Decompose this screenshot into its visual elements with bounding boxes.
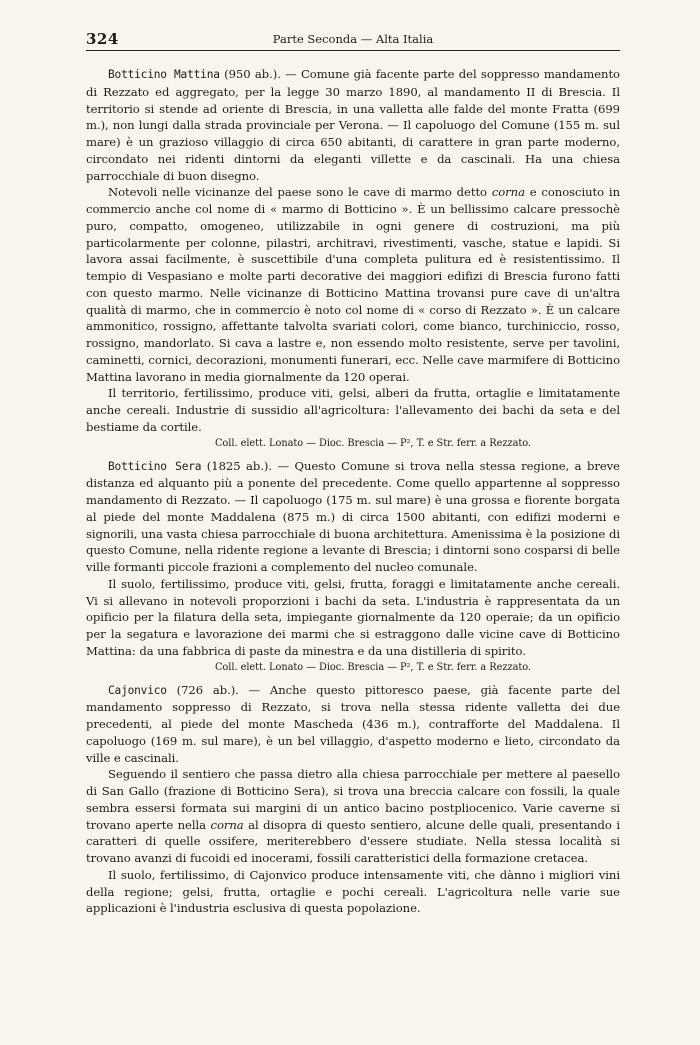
page-number: 324	[86, 30, 119, 48]
entry-name: Botticino Mattina	[108, 68, 220, 81]
entry-population: (726 ab.).	[176, 682, 239, 697]
entry-text: — Questo Comune si trova nella stessa regione, a breve distanza ed alquanto più a ponente del precedente. Come quello appartenne al soppresso mandamento di Rezzato. — Il capoluogo (175 m. sul mare) è una grossa e fiorente borgata al piede del monte Maddalena (875 m.) di circa 1500 abitanti, con edifizi moderni e signorili, una vasta chiesa parrocchiale di buona architettura. Amenissima è la posizione di questo Comune, nella ridente regione a levante di Brescia; i dintorni sono cosparsi di belle ville formanti piccole frazioni a complemento del nucleo comunale.	[86, 458, 620, 574]
entry-population: (950 ab.).	[224, 67, 281, 81]
entry-text: — Anche questo pittoresco paese, già facente parte del mandamento soppresso di Rezzato, si trova nella stessa ridente valletta dei due precedenti, al piede del monte Mascheda (436 m.), contrafforte del Maddalena. Il capoluogo (169 m. sul mare), è un bel villaggio, d'aspetto moderno e lieto, circondato da ville e cascinali.	[86, 682, 620, 765]
entry-text: Seguendo il sentiero che passa dietro alla chiesa parrocchiale per mettere al paesello di San Gallo (frazione di Botticino Sera), si trova una breccia calcare con fossili, la quale sembra essersi formata sui margini di un antico bacino postpliocenico. Varie caverne si trovano aperte nella	[86, 767, 620, 832]
entry-text: — Comune già facente parte del soppresso mandamento di Rezzato ed aggregato, per la legge 30 marzo 1890, al mandamento II di Brescia. Il territorio si stende ad oriente di Brescia, in una valletta alle falde del monte Fratta (699 m.), non lungi dalla strada provinciale per Verona. — Il capoluogo del Comune (155 m. sul mare) è un grazioso villaggio di circa 650 abitanti, di carattere in gran parte moderno, circondato nei ridenti dintorni da eleganti villette e da cascinali. Ha una chiesa parrocchiale di buon disegno.	[86, 67, 620, 183]
entry-paragraph	[86, 682, 620, 767]
collegio-line: Coll. elett. Lonato — Dioc. Brescia — P², T. e Str. ferr. a Rezzato.	[214, 437, 531, 449]
entry-paragraph: Il suolo, fertilissimo, produce viti, gelsi, frutta, foraggi e limitatamente anche cereali. Vi si allevano in notevoli proporzioni i bachi da seta. L'industria è rappresentata da un opificio per la filatura della seta, impiegante giornalmente da 120 operaie; da un opificio per la segatura e lavorazione dei marmi che si estraggono dalle vicine cave di Botticino Mattina: da una fabbrica di paste da minestra e da una distilleria di spirito.	[86, 576, 620, 658]
entry-emphasis: corna	[491, 185, 525, 200]
entry-paragraph: Il suolo, fertilissimo, di Cajonvico produce intensamente viti, che dànno i migliori vini della regione; gelsi, frutta, ortaglie e pochi cereali. L'agricoltura nelle varie sue applicazioni è l'industria esclusiva di questa popolazione.	[86, 867, 620, 916]
entry-text: Notevoli nelle vicinanze del paese sono le cave di marmo detto	[108, 185, 492, 200]
collegio-line: Coll. elett. Lonato — Dioc. Brescia — P², T. e Str. ferr. a Rezzato.	[214, 661, 531, 673]
entry-name: Cajonvico	[108, 683, 167, 697]
page-header	[86, 26, 620, 51]
page-body	[86, 66, 620, 917]
entry-population: (1825 ab.).	[206, 458, 273, 473]
entry-paragraph	[86, 66, 620, 184]
entry-paragraph: Il territorio, fertilissimo, produce viti, gelsi, alberi da frutta, ortaglie e limitatamente anche cereali. Industrie di sussidio all'agricoltura: l'allevamento dei bachi da seta e del bestiame da cortile.	[86, 386, 620, 434]
entry-name: Botticino Sera	[108, 459, 202, 473]
entry-paragraph	[86, 458, 620, 576]
entry-paragraph	[86, 184, 620, 385]
entry-paragraph	[86, 766, 620, 867]
entry-text: e conosciuto in commercio anche col nome di « marmo di Botticino ». È un bellissimo calcare pressochè puro, compatto, omogeneo, utilizzabile in ogni genere di costruzioni, ma più particolarmente per colonne, pilastri, architravi, rivestimenti, vasche, statue e lapidi. Si lavora assai facilmente, è suscettibile d'una completa pulitura ed è resistentissimo. Il tempio di Vespasiano e molte parti decorative dei maggiori edifizi di Brescia furono fatti con questo marmo. Nelle vicinanze di Botticino Mattina trovansi pure cave di un'altra qualità di marmo, che in commercio è noto col nome di « corso di Rezzato ». È un calcare ammonitico, rossigno, affettante talvolta svariati colori, come bianco, turchiniccio, rosso, rossigno, mandorlato. Si cava a lastre e, non essendo molto resistente, serve per tavolini, caminetti, cornici, decorazioni, monumenti funerari, ecc. Nelle cave marmifere di Botticino Mattina lavorano in media giornalmente da 120 operai.	[86, 185, 620, 384]
running-title: Parte Seconda — Alta Italia	[272, 32, 434, 46]
entry-emphasis: corna	[210, 817, 244, 832]
entry-text: al disopra di questo sentiero, alcune delle quali, presentando i caratteri di quelle ossifere, meriterebbero d'essere studiate. Nella stessa località si trovano avanzi di fucoidi ed inocerami, fossili caratteristici della formazione cretacea.	[86, 817, 620, 865]
